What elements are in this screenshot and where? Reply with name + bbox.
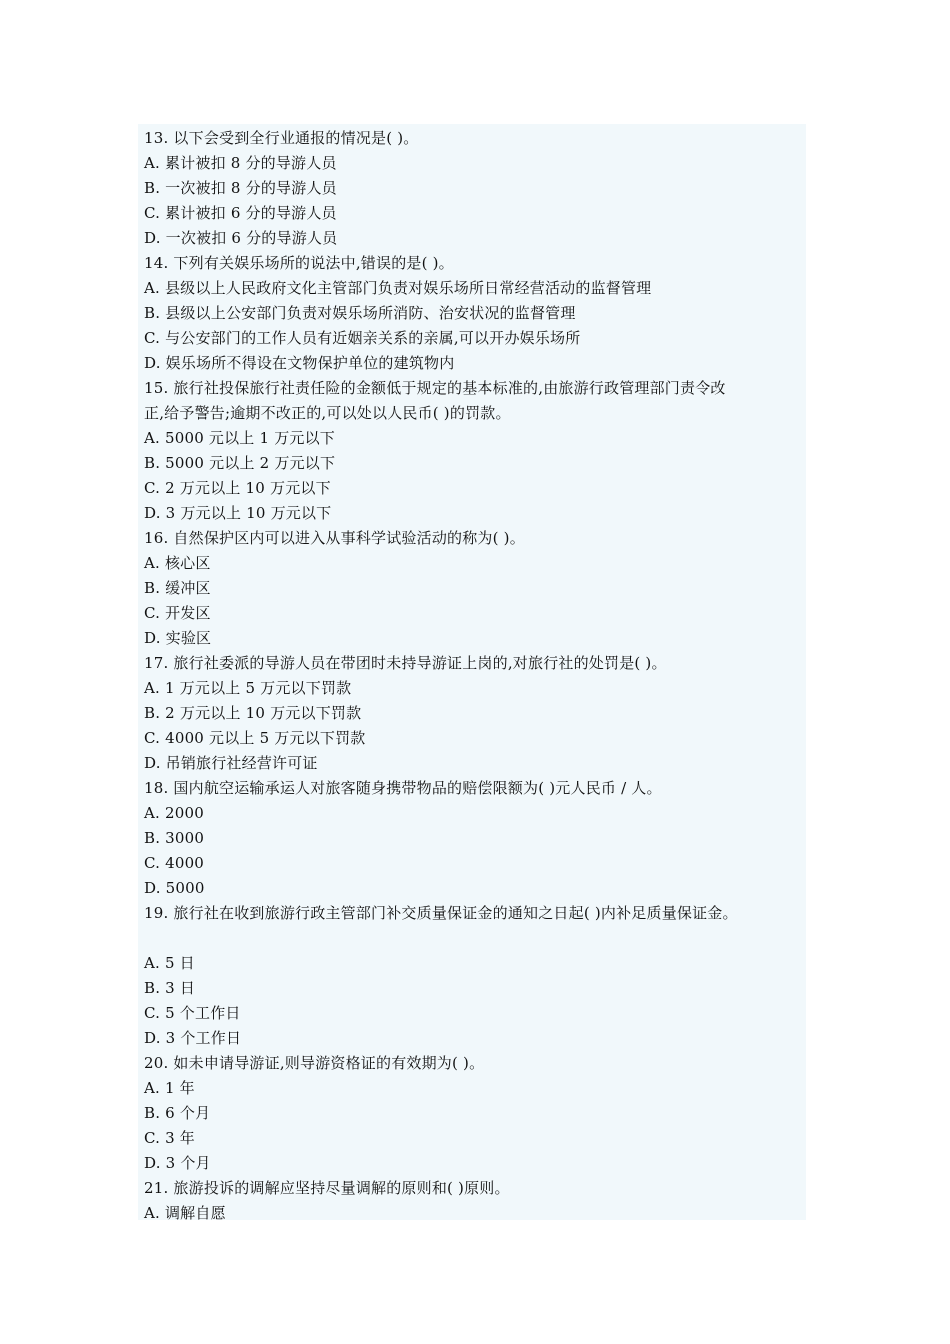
option-19-c: C. 5 个工作日 [144, 1004, 241, 1022]
option-15-d: D. 3 万元以上 10 万元以下 [144, 504, 332, 522]
question-18: 18. 国内航空运输承运人对旅客随身携带物品的赔偿限额为( )元人民币 / 人。 [144, 779, 662, 797]
question-16: 16. 自然保护区内可以进入从事科学试验活动的称为( )。 [144, 529, 525, 547]
question-15: 15. 旅行社投保旅行社责任险的金额低于规定的基本标准的,由旅游行政管理部门责令改 [144, 379, 726, 397]
option-18-d: D. 5000 [144, 879, 205, 897]
option-19-b: B. 3 日 [144, 979, 196, 997]
question-21: 21. 旅游投诉的调解应坚持尽量调解的原则和( )原则。 [144, 1179, 510, 1197]
question-13: 13. 以下会受到全行业通报的情况是( )。 [144, 129, 419, 147]
option-19-a: A. 5 日 [144, 954, 195, 972]
option-20-c: C. 3 年 [144, 1129, 195, 1147]
option-18-c: C. 4000 [144, 854, 205, 872]
option-15-a: A. 5000 元以上 1 万元以下 [144, 429, 335, 447]
option-15-b: B. 5000 元以上 2 万元以下 [144, 454, 336, 472]
option-18-b: B. 3000 [144, 829, 205, 847]
option-20-b: B. 6 个月 [144, 1104, 211, 1122]
option-16-c: C. 开发区 [144, 604, 211, 622]
option-13-d: D. 一次被扣 6 分的导游人员 [144, 229, 338, 247]
option-16-b: B. 缓冲区 [144, 579, 211, 597]
document-body [138, 124, 806, 1220]
option-17-d: D. 吊销旅行社经营许可证 [144, 754, 318, 772]
option-14-c: C. 与公安部门的工作人员有近姻亲关系的亲属,可以开办娱乐场所 [144, 329, 581, 347]
option-20-a: A. 1 年 [144, 1079, 195, 1097]
question-17: 17. 旅行社委派的导游人员在带团时未持导游证上岗的,对旅行社的处罚是( )。 [144, 654, 667, 672]
option-16-a: A. 核心区 [144, 554, 211, 572]
option-15-c: C. 2 万元以上 10 万元以下 [144, 479, 331, 497]
question-15-continued: 正,给予警告;逾期不改正的,可以处以人民币( )的罚款。 [144, 404, 511, 422]
option-17-a: A. 1 万元以上 5 万元以下罚款 [144, 679, 352, 697]
option-21-a: A. 调解自愿 [144, 1204, 226, 1222]
option-18-a: A. 2000 [144, 804, 204, 822]
option-13-a: A. 累计被扣 8 分的导游人员 [144, 154, 337, 172]
question-20: 20. 如未申请导游证,则导游资格证的有效期为( )。 [144, 1054, 485, 1072]
option-19-d: D. 3 个工作日 [144, 1029, 242, 1047]
option-14-d: D. 娱乐场所不得设在文物保护单位的建筑物内 [144, 354, 455, 372]
option-13-c: C. 累计被扣 6 分的导游人员 [144, 204, 337, 222]
option-13-b: B. 一次被扣 8 分的导游人员 [144, 179, 337, 197]
option-16-d: D. 实验区 [144, 629, 212, 647]
option-17-b: B. 2 万元以上 10 万元以下罚款 [144, 704, 362, 722]
option-14-b: B. 县级以上公安部门负责对娱乐场所消防、治安状况的监督管理 [144, 304, 576, 322]
question-19: 19. 旅行社在收到旅游行政主管部门补交质量保证金的通知之日起( )内补足质量保证金。 [144, 904, 738, 922]
option-20-d: D. 3 个月 [144, 1154, 211, 1172]
option-14-a: A. 县级以上人民政府文化主管部门负责对娱乐场所日常经营活动的监督管理 [144, 279, 652, 297]
option-17-c: C. 4000 元以上 5 万元以下罚款 [144, 729, 366, 747]
question-14: 14. 下列有关娱乐场所的说法中,错误的是( )。 [144, 254, 454, 272]
